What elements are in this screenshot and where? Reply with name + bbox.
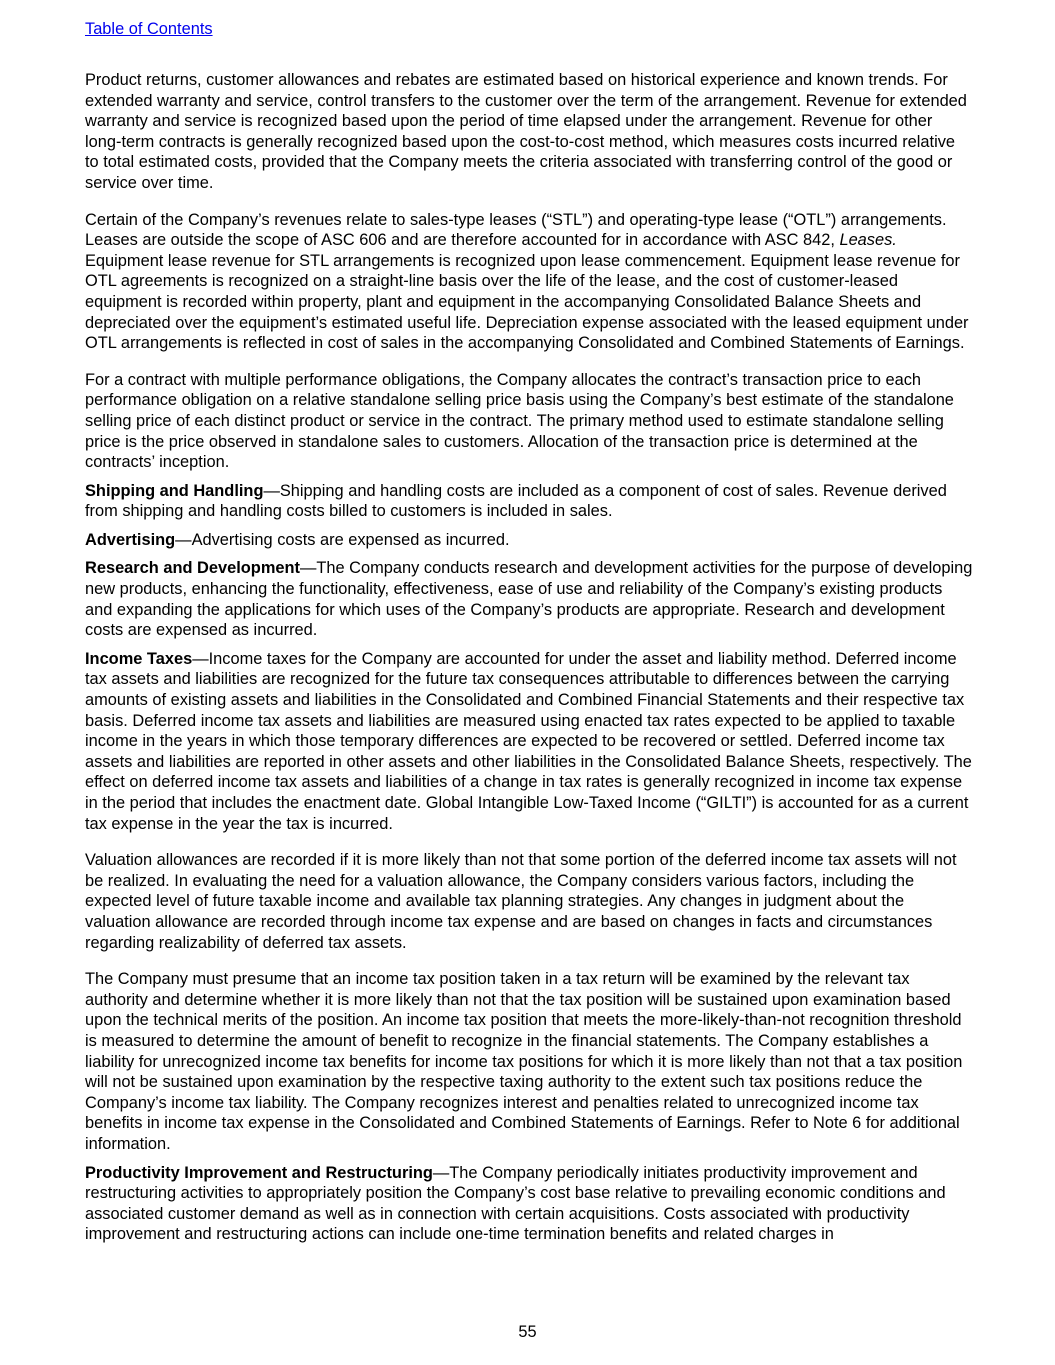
productivity-heading: Productivity Improvement and Restructuring bbox=[85, 1163, 433, 1182]
rd-heading: Research and Development bbox=[85, 559, 300, 578]
advertising-text: —Advertising costs are expensed as incurred. bbox=[175, 530, 510, 549]
productivity-text: —The Company periodically initiates productivity improvement and restructuring activities to appropriately position the Company’s cost base relative to prevailing economic conditions and associated customer demand as well as in connection with certain acquisitions. Costs associated with productivity improvement and restructuring actions can include one-time termination benefits and related charges in bbox=[85, 1163, 946, 1244]
paragraph-performance-obligations: For a contract with multiple performance obligations, the Company allocates the contract’s transaction price to each performance obligation on a relative standalone selling price basis using the Company’s best estimate of the standalone selling price of each distinct product or service in the contract. The primary method used to estimate standalone selling price is the price observed in standalone sales to customers. Allocation of the transaction price is determined at the contracts’ inception. bbox=[85, 370, 954, 472]
document-body bbox=[85, 70, 973, 1245]
paragraph-income-taxes bbox=[85, 649, 973, 834]
shipping-text: —Shipping and handling costs are included as a component of cost of sales. Revenue derived from shipping and handling costs billed to customers is included in sales. bbox=[85, 481, 947, 521]
paragraph-shipping-handling bbox=[85, 481, 973, 522]
paragraph-tax-positions: The Company must presume that an income tax position taken in a tax return will be examined by the relevant tax authority and determine whether it is more likely than not that the tax position will be sustained upon examination based upon the technical merits of the position. An income tax position that meets the more-likely-than-not recognition threshold is measured to determine the amount of benefit to recognize in the financial statements. The Company establishes a liability for unrecognized income tax benefits for income tax positions for which it is more likely than not that a tax position will not be sustained upon examination by the respective taxing authority to the extent such tax positions reduce the Company’s income tax liability. The Company recognizes interest and penalties related to unrecognized income tax benefits in income tax expense in the Consolidated and Combined Statements of Earnings. Refer to Note 6 for additional information. bbox=[85, 970, 963, 1153]
paragraph-valuation-allowances: Valuation allowances are recorded if it is more likely than not that some portion of the deferred income tax assets will not be realized. In evaluating the need for a valuation allowance, the Company considers various factors, including the expected level of future taxable income and available tax planning strategies. Any changes in judgment about the valuation allowance are recorded through income tax expense and are based on changes in facts and circumstances regarding realizability of deferred tax assets. bbox=[85, 851, 957, 952]
advertising-heading: Advertising bbox=[85, 530, 176, 549]
paragraph-leases bbox=[85, 210, 973, 354]
paragraph-productivity-restructuring bbox=[85, 1163, 973, 1245]
leases-text-b: Equipment lease revenue for STL arrangements is recognized upon lease commencement. Equipment lease revenue for OTL agreements is recognized on a straight-line basis over the life of the lease, and the cost of customer-leased equipment is recorded within property, plant and equipment in the accompanying Consolidated Balance Sheets and depreciated over the equipment’s estimated useful life. Depreciation expense associated with the leased equipment under OTL arrangements is reflected in cost of sales in the accompanying Consolidated and Combined Statements of Earnings. bbox=[85, 251, 969, 353]
income-taxes-text: —Income taxes for the Company are accounted for under the asset and liability method. Deferred income tax assets and liabilities are recognized for the future tax consequences attributable to differences between the carrying amounts of existing assets and liabilities in the Consolidated and Combined Financial Statements and their respective tax basis. Deferred income tax assets and liabilities are measured using enacted tax rates expected to be applied to taxable income in the years in which those temporary differences are expected to be recovered or settled. Deferred income tax assets and liabilities are reported in other assets and other liabilities in the Consolidated Balance Sheets, respectively. The effect on deferred income tax assets and liabilities of a change in tax rates is generally recognized in income tax expense in the period that includes the enactment date. Global Intangible Low-Taxed Income (“GILTI”) is accounted for as a current tax expense in the year the tax is incurred. bbox=[85, 649, 972, 833]
income-taxes-heading: Income Taxes bbox=[85, 649, 193, 668]
rd-text: —The Company conducts research and development activities for the purpose of developing new products, enhancing the functionality, effectiveness, ease of use and reliability of the Company’s existing products and expanding the applications for which uses of the Company’s products are appropriate. Research and development costs are expensed as incurred. bbox=[85, 559, 973, 640]
paragraph-revenue-recognition: Product returns, customer allowances and rebates are estimated based on historical experience and known trends. For extended warranty and service, control transfers to the customer over the term of the arrangement. Revenue for extended warranty and service is recognized based upon the period of time elapsed under the arrangement. Revenue for other long-term contracts is generally recognized based upon the cost-to-cost method, which measures costs incurred relative to total estimated costs, provided that the Company meets the criteria associated with transferring control of the good or service over time. bbox=[85, 71, 967, 192]
shipping-heading: Shipping and Handling bbox=[85, 481, 264, 500]
leases-text-a: Certain of the Company’s revenues relate to sales-type leases (“STL”) and operating-type lease (“OTL”) arrangements. Leases are outside the scope of ASC 606 and are therefore accounted for in accordance with ASC 842, bbox=[85, 210, 947, 250]
table-of-contents-link[interactable]: Table of Contents bbox=[85, 20, 213, 38]
paragraph-advertising bbox=[85, 530, 973, 551]
page-number: 55 bbox=[518, 1323, 537, 1341]
paragraph-research-development bbox=[85, 558, 973, 640]
leases-italic-term: Leases. bbox=[839, 231, 897, 250]
